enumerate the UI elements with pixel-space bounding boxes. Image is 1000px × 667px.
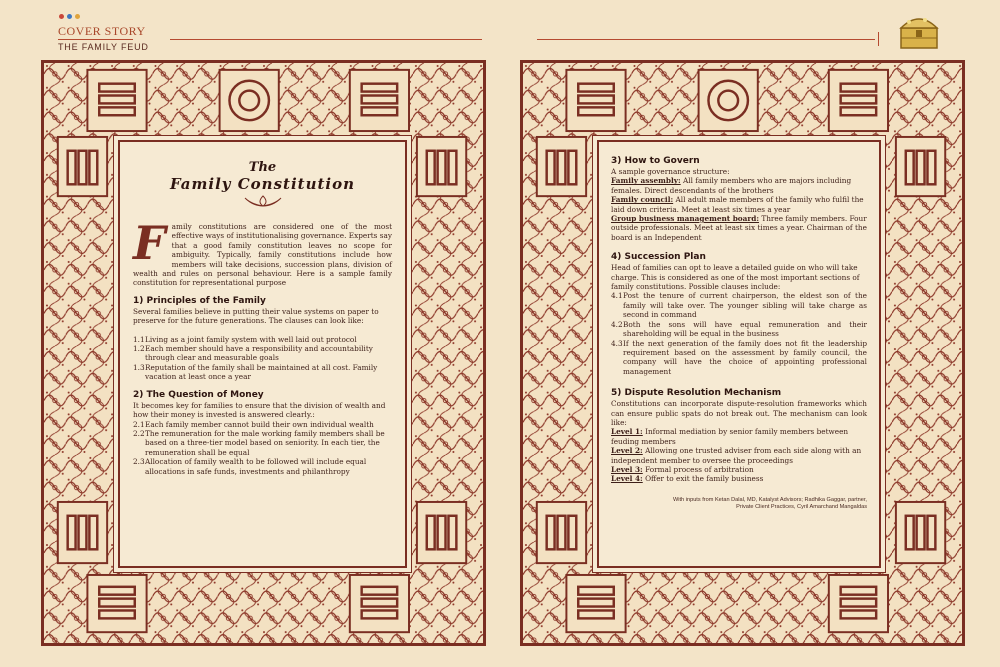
credits-line-2: Private Client Practices, Cyril Amarchand Mangaldas — [736, 503, 867, 510]
credits-note — [611, 497, 867, 511]
title-banner — [133, 160, 392, 212]
section-4-text: Head of families can opt to leave a detailed guide on who will take charge. This is considered as one of the most important sections of family constitutions. Possible clauses include: — [611, 263, 860, 292]
level-1: Level 1: Informal mediation by senior family members between feuding members — [611, 427, 849, 446]
clause-4-1: 4.1 Post the tenure of current chairperson, the eldest son of the family will take over. The younger sibling will take charge as second in command — [611, 291, 867, 320]
brand-dots — [59, 14, 80, 19]
header-rule-tick — [878, 32, 879, 46]
clause-1-3: 1.3 Reputation of the family shall be maintained at all cost. Family vacation at least once a year — [133, 362, 378, 382]
section-2-heading: 2) The Question of Money — [133, 389, 264, 400]
right-text-panel — [597, 140, 881, 568]
title-the: The — [248, 160, 277, 175]
clause-1-2: 1.2 Each member should have a responsibility and accountability through clear and measurable goals — [133, 344, 373, 363]
section-3-heading: 3) How to Govern — [611, 156, 700, 166]
treasure-chest-icon — [895, 8, 943, 54]
section-5-heading: 5) Dispute Resolution Mechanism — [611, 388, 782, 399]
left-text-panel — [118, 140, 407, 568]
header-rule-left-long — [170, 39, 482, 40]
section-subtitle: THE FAMILY FEUD — [58, 42, 149, 52]
level-2: Level 2: Allowing one trusted adviser from each side along with an independent member to oversee the proceedings — [611, 446, 862, 465]
section-2-text: It becomes key for families to ensure that the division of wealth and how their money is invested is answered clearly.: — [133, 400, 386, 420]
dot-yellow — [75, 14, 80, 19]
clause-2-1: 2.1 Each family member cannot build their own individual wealth — [133, 419, 374, 429]
section-1-heading: 1) Principles of the Family — [133, 295, 266, 306]
dot-blue — [67, 14, 72, 19]
section-5-text: Constitutions can incorporate dispute-resolution frameworks which can ensure public spats do not break out. The mechanism can look like: — [611, 399, 867, 427]
header-rule-right — [537, 39, 875, 40]
credits-line-1: With inputs from Ketan Dalal, MD, Katalyst Advisors; Radhika Gaggar, partner, — [672, 496, 867, 503]
gov-item-business-board: Group business management board: Three family members. Four outside professionals. Meet at least six times a year. Chairman of the board is an Independent — [611, 214, 867, 242]
dot-red — [59, 14, 64, 19]
clause-4-3: 4.3 If the next generation of the family does not fit the leadership requirement based on the assessment by family council, the company will have the choice of appointing professional management — [611, 338, 867, 376]
level-4: Level 4: Offer to exit the family business — [611, 474, 764, 484]
level-3: Level 3: Formal process of arbitration — [611, 464, 754, 474]
title-main: Family Constitution — [169, 175, 356, 193]
clause-1-1: 1.1 Living as a joint family system with well laid out protocol — [133, 334, 357, 344]
gov-item-family-assembly: Family assembly: All family members who are majors including females. Direct descendants of the brothers — [611, 176, 852, 195]
clause-4-2: 4.2 Both the sons will have equal remuneration and their shareholding will be equal in the business — [611, 319, 867, 339]
intro-text: amily constitutions are considered one of the most effective ways of institutionalising governance. Experts say that a good family constitution leaves no scope for ambiguity. Typically, family constitutions include how members will take decisions, succession plans, division of wealth and rules on personal behaviour. Here is a sample family constitution for representational purpose — [133, 222, 392, 288]
section-1-text: Several families believe in putting their value systems on paper to preserve for the future generations. The clauses can look like: — [133, 306, 379, 326]
drop-cap: F — [133, 216, 166, 270]
section-3-text: A sample governance structure: — [611, 167, 730, 176]
lotus-ornament-icon — [233, 194, 293, 208]
section-title: COVER STORY — [58, 24, 146, 38]
section-4-heading: 4) Succession Plan — [611, 252, 706, 263]
clause-2-3: 2.3 Allocation of family wealth to be followed will include equal allocations in safe funds, investments and philanthropy — [133, 457, 367, 476]
clause-2-2: 2.2 The remuneration for the male working family members shall be based on a three-tier model based on seniority. In each tier, the remuneration shall be equal — [133, 428, 385, 457]
header-rule-left — [58, 39, 133, 40]
gov-item-family-council: Family council: All adult male members of the family who fulfil the laid down criteria. Meet at least six times a year — [611, 195, 864, 214]
intro-paragraph — [133, 216, 392, 288]
